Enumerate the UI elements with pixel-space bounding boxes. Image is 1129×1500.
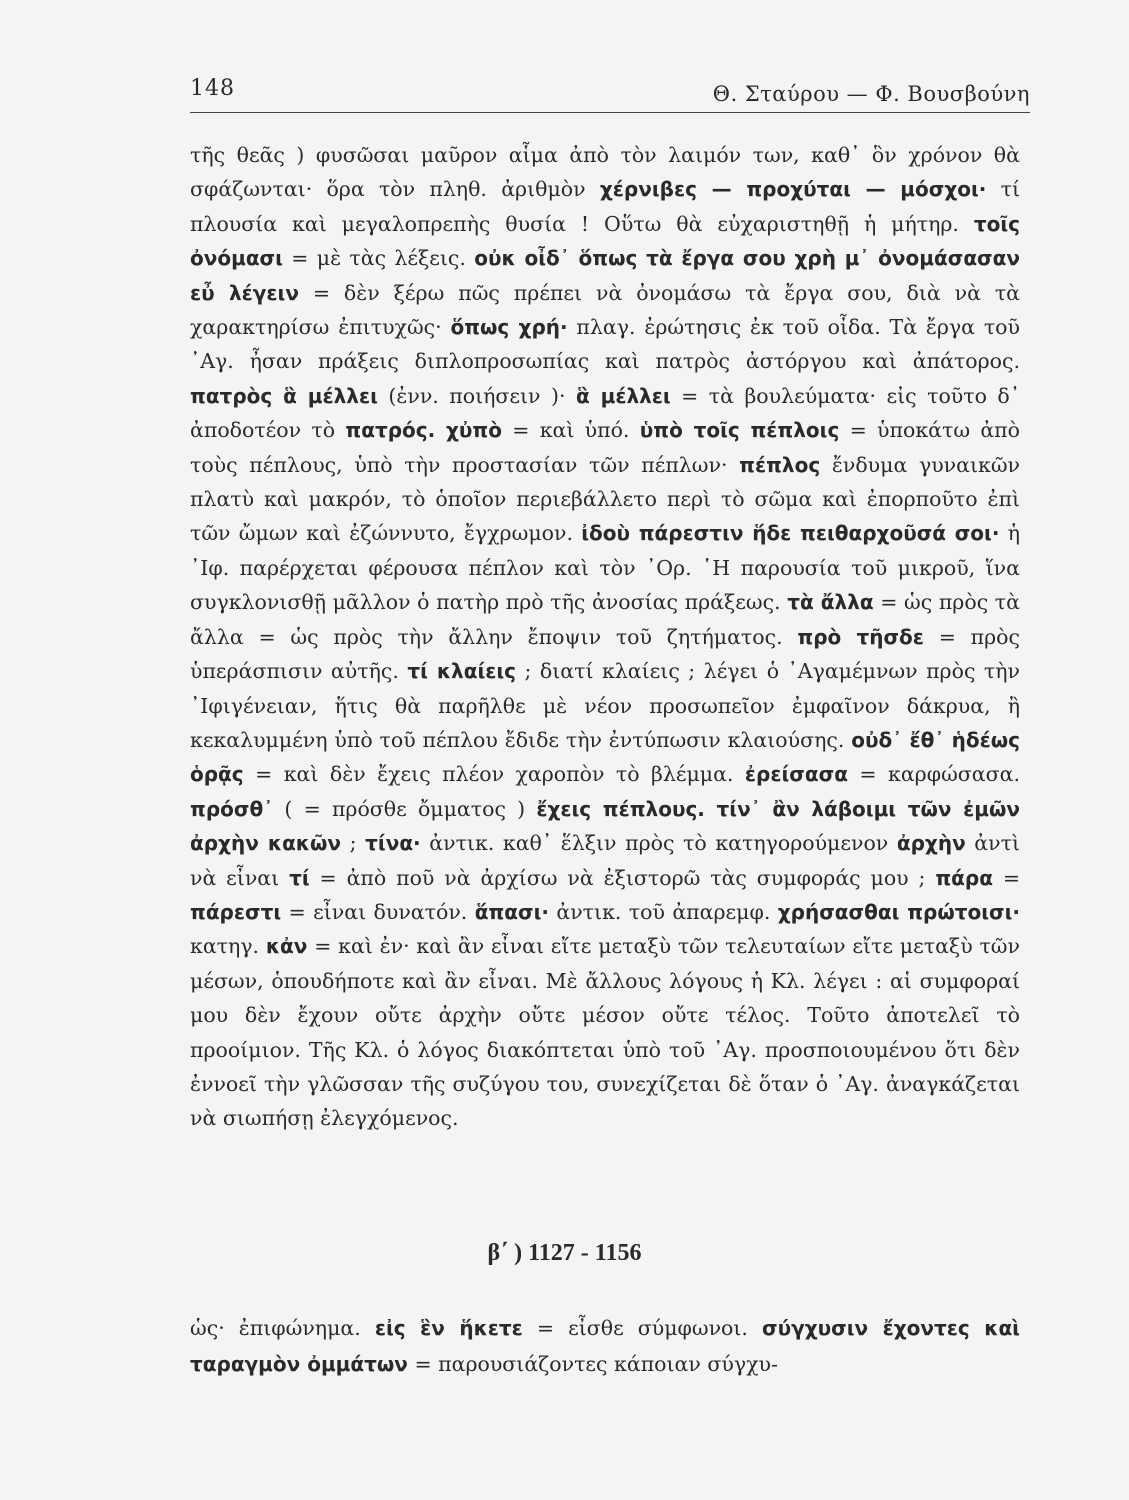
lemma: ἅπασι· [474, 899, 549, 924]
gloss-text: ἀντικ. τοῦ ἀπαρεμφ. [548, 899, 778, 924]
gloss-text: ἀντικ. καθ᾽ ἕλξιν πρὸς τὸ κατηγορούμενον [420, 831, 897, 856]
lemma: τίνα· [365, 831, 421, 856]
gloss-text: = καὶ ἐν· καὶ ἂν εἶναι εἴτε μεταξὺ τῶν τελευταίων εἴτε μεταξὺ τῶν μέσων, ὁπουδήποτε καὶ ἂν εἶναι. Μὲ ἄλλους λόγους ἡ Κλ. λέγει : αἱ συμφοραί μου δὲν ἔχουν οὔτε ἀρχὴν οὔτε μέσον οὔτε τέλος. Τοῦτο ἀποτελεῖ τὸ προοίμιον. Τῆς Κλ. ὁ λόγος διακόπτεται ὑπὸ τοῦ ᾽Αγ. προσποιουμένου ὅτι δὲν ἐννοεῖ τὴν γλῶσσαν τῆς συζύγου του, συνεχίζεται δὲ ὅταν ὁ ᾽Αγ. ἀναγκάζεται νὰ σιωπήσῃ ἐλεγχόμενος. [190, 934, 1020, 1131]
gloss-text: = εἶσθε σύμφωνοι. [522, 1316, 762, 1340]
lemma: χρήσασθαι πρώτοισι· [777, 899, 1021, 924]
commentary-text [190, 138, 1020, 1136]
gloss-text: = καὶ δὲν ἔχεις πλέον χαροπὸν τὸ βλέμμα. [243, 762, 745, 787]
page-header [190, 76, 1030, 113]
lemma: ἔχεις πέπλους. τίν᾽ ἂν λάβοιμι τῶν ἐμῶν ἀρχὴν κακῶν [190, 796, 1020, 856]
gloss-text: = καρφώσασα. [847, 762, 1020, 787]
gloss-text: ; [341, 831, 366, 856]
lemma: τί κλαίεις [407, 659, 517, 684]
gloss-text: = μὲ τὰς λέξεις. [282, 246, 475, 271]
gloss-text: = δὲν ξέρω πῶς πρέπει νὰ ὀνομάσω τὰ ἔργα σου, διὰ νὰ τὰ χαρακτηρίσω ἐπιτυχῶς· [190, 280, 1020, 340]
gloss-text: = τὰ βουλεύματα· εἰς τοῦτο δ᾽ ἀποδοτέον τὸ [190, 383, 1020, 443]
gloss-text: = καὶ ὑπό. [501, 418, 640, 443]
gloss-text: κατηγ. [190, 934, 266, 959]
lemma: κἀν [265, 934, 308, 959]
lemma: ἃ μέλλει [575, 383, 671, 408]
gloss-text: = ἀπὸ ποῦ νὰ ἀρχίσω νὰ ἐξιστορῶ τὰς συμφοράς μου ; [309, 865, 936, 890]
lemma: τὰ ἄλλα [787, 590, 874, 615]
gloss-text: ἀντὶ νὰ εἶναι [190, 831, 1020, 890]
lemma: τί [289, 865, 310, 890]
lemma: οὐδ᾽ ἔθ᾽ ἡδέως ὁρᾷς [190, 727, 1020, 787]
running-head: Θ. Σταύρου — Φ. Βουσβούνη [712, 82, 1030, 106]
lemma: πατρός. χὐπὸ [345, 418, 502, 443]
gloss-text: ; διατί κλαίεις ; λέγει ὁ ᾽Αγαμέμνων πρὸς τὴν ᾽Ιφιγένειαν, ἥτις θὰ παρῆλθε μὲ νέον προσωπεῖον ἐμφαῖνον δάκρυα, ἢ κεκαλυμμένη ὑπὸ τοῦ πέπλου ἔδιδε τὴν ἐντύπωσιν κλαιούσης. [190, 659, 1020, 752]
lemma: πρὸ τῆσδε [797, 624, 924, 649]
lemma: ὅπως χρή· [450, 315, 568, 340]
lemma: πέπλος [739, 452, 821, 477]
lemma: χέρνιβες — προχύται — μόσχοι· [599, 177, 987, 202]
lemma: σύγχυσιν ἔχοντες καὶ ταραγμὸν ὀμμάτων [190, 1316, 1020, 1376]
lemma: εἰς ἓν ἥκετε [374, 1316, 523, 1340]
lemma: πάρεστι [190, 899, 282, 924]
gloss-text: = παρουσιάζοντες κάποιαν σύγχυ- [407, 1352, 778, 1376]
page-number: 148 [190, 76, 235, 101]
gloss-text: ἡ ᾽Ιφ. παρέρχεται φέρουσα πέπλον καὶ τὸν ᾽Ορ. ῾Η παρουσία τοῦ μικροῦ, ἵνα συγκλονισθῇ μᾶλλον ὁ πατὴρ πρὸ τῆς ἀνοσίας πράξεως. [190, 521, 1020, 615]
gloss-text: τῆς θεᾶς ) φυσῶσαι μαῦρον αἷμα ἀπὸ τὸν λαιμόν των, καθ᾽ ὃν χρόνον θὰ σφάζωνται· ὅρα τὸν πληθ. ἀριθμὸν [190, 143, 1020, 202]
section-title: β΄ ) 1127 - 1156 [487, 1240, 642, 1266]
lemma: τοῖς ὀνόμασι [190, 211, 1020, 271]
gloss-text: = [992, 865, 1021, 890]
lemma: ὑπὸ τοῖς πέπλοις [639, 418, 840, 443]
lemma: οὐκ οἶδ᾽ ὅπως τὰ ἔργα σου χρὴ μ᾽ ὀνομάσασαν εὖ λέγειν [190, 246, 1021, 305]
gloss-text: = ὡς πρὸς τὰ ἄλλα = ὡς πρὸς τὴν ἄλλην ἔποψιν τοῦ ζητήματος. [190, 590, 1020, 649]
gloss-text: = εἶναι δυνατόν. [281, 899, 475, 924]
gloss-text: τί πλουσία καὶ μεγαλοπρεπὴς θυσία ! Οὕτω θὰ εὐχαριστηθῇ ἡ μήτηρ. [190, 177, 1020, 236]
gloss-text: ἔνδυμα γυναικῶν πλατὺ καὶ μακρόν, τὸ ὁποῖον περιεβάλλετο περὶ τὸ σῶμα καὶ ἐπορποῦτο ἐπὶ τῶν ὤμων καὶ ἐζώννυτο, ἔγχρωμον. [190, 452, 1020, 546]
section-text [190, 1310, 1020, 1382]
paragraph [190, 138, 1020, 1136]
gloss-text: = ὑποκάτω ἀπὸ τοὺς πέπλους, ὑπὸ τὴν προστασίαν τῶν πέπλων· [190, 418, 1021, 477]
gloss-text: πλαγ. ἐρώτησις ἐκ τοῦ οἶδα. Τὰ ἔργα τοῦ ᾽Αγ. ἦσαν πράξεις διπλοπροσωπίας καὶ πατρὸς ἀστόργου καὶ ἀπάτορος. [190, 315, 1020, 374]
gloss-text: (ἐνν. ποιήσειν )· [377, 383, 576, 408]
gloss-text: ( = πρόσθε ὄμματος ) [273, 796, 537, 821]
lemma: πατρὸς ἃ μέλλει [190, 383, 378, 408]
lemma: πρόσθ᾽ [190, 796, 274, 821]
lemma: ἰδοὺ πάρεστιν ἥδε πειθαρχοῦσά σοι· [581, 521, 1000, 546]
lemma: ἀρχὴν [896, 831, 966, 856]
lemma: πάρα [935, 865, 993, 890]
lemma: ἐρείσασα [744, 762, 848, 787]
gloss-text: ὡς· ἐπιφώνημα. [190, 1316, 375, 1340]
gloss-text: = πρὸς ὑπεράσπισιν αὐτῆς. [190, 624, 1020, 684]
paragraph [190, 1310, 1020, 1382]
